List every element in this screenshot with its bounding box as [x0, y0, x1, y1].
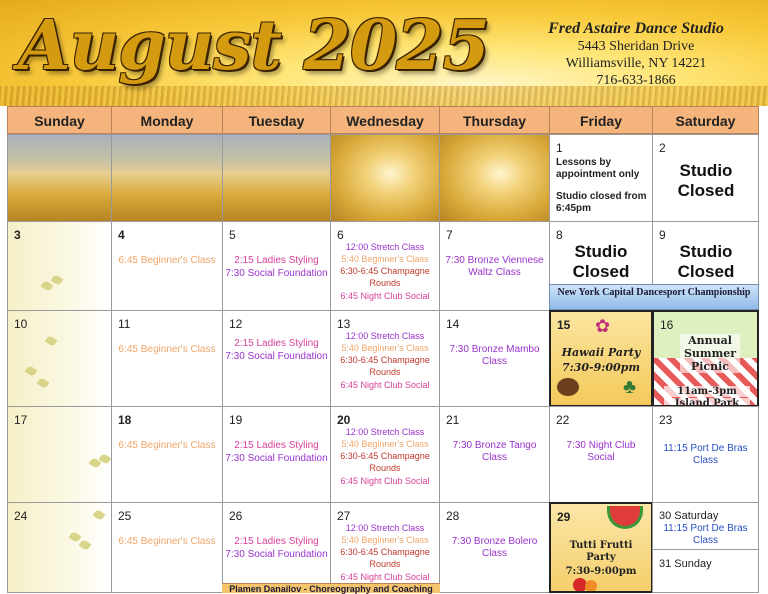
weekday-wednesday: Wednesday	[330, 106, 440, 134]
event-night-club-social[interactable]: 6:45 Night Club Social	[340, 380, 430, 390]
day-note: Studio closed from 6:45pm	[556, 191, 647, 214]
day-cell-22[interactable]	[549, 406, 653, 503]
party-location: Island Park	[664, 398, 750, 407]
day-cell-3[interactable]	[7, 221, 112, 311]
event-social-foundation[interactable]: 7:30 Social Foundation	[225, 549, 328, 560]
event-port-de-bras[interactable]: 11:15 Port De Bras Class	[663, 443, 748, 466]
day-cell-31[interactable]	[652, 549, 759, 593]
day-number: 15	[557, 318, 571, 332]
wheat-image	[7, 134, 112, 222]
event-night-club-social[interactable]: 7:30 Night Club Social	[566, 440, 636, 463]
event-port-de-bras[interactable]: 11:15 Port De Bras Class	[663, 523, 748, 546]
day-cell-26[interactable]	[222, 502, 331, 593]
event-beginners-class[interactable]: 6:45 Beginner's Class	[118, 255, 216, 266]
orange-icon	[585, 580, 597, 592]
studio-address-street: 5443 Sheridan Drive	[577, 39, 695, 54]
day-cell-10[interactable]	[7, 310, 112, 407]
event-ladies-styling[interactable]: 2:15 Ladies Styling	[234, 536, 319, 547]
day-number: 9	[659, 228, 666, 242]
day-number: 22	[556, 413, 570, 427]
event-bronze-viennese-waltz[interactable]: 7:30 Bronze Viennese Waltz Class	[445, 255, 544, 278]
wheat-image	[330, 134, 440, 222]
day-cell-28[interactable]	[439, 502, 550, 593]
wheat-image	[111, 134, 223, 222]
day-cell-27[interactable]	[330, 502, 440, 593]
event-beginners-class[interactable]: 5:40 Beginner's Class	[341, 439, 429, 449]
dancesport-championship-banner[interactable]: New York Capital Dancesport Championship	[549, 284, 759, 310]
day-number: 10	[14, 317, 28, 331]
event-social-foundation[interactable]: 7:30 Social Foundation	[225, 351, 328, 362]
studio-name: Fred Astaire Dance Studio	[548, 20, 724, 37]
day-number: 2	[659, 141, 666, 155]
day-number: 3	[14, 228, 21, 242]
studio-info	[530, 20, 742, 89]
day-number: 19	[229, 413, 243, 427]
wheat-image	[222, 134, 331, 222]
leaf-decoration	[79, 539, 92, 551]
day-number: 5	[229, 228, 236, 242]
day-cell-24[interactable]	[7, 502, 112, 593]
leaf-decoration	[93, 509, 106, 521]
palm-tree-icon: ♣	[623, 376, 637, 398]
weekday-friday: Friday	[549, 106, 653, 134]
event-ladies-styling[interactable]: 2:15 Ladies Styling	[234, 255, 319, 266]
day-cell-14[interactable]	[439, 310, 550, 407]
event-beginners-class[interactable]: 5:40 Beginner's Class	[341, 535, 429, 545]
leaf-decoration	[25, 365, 38, 377]
leaf-decoration	[45, 335, 58, 347]
event-champagne-rounds[interactable]: 6:30-6:45 Champagne Rounds	[340, 451, 430, 473]
day-cell-1[interactable]	[549, 134, 653, 222]
event-bronze-tango[interactable]: 7:30 Bronze Tango Class	[452, 440, 537, 463]
wheat-image	[439, 134, 550, 222]
day-number: 6	[337, 228, 344, 242]
day-cell-7[interactable]	[439, 221, 550, 311]
day-number: 12	[229, 317, 243, 331]
day-number: 23	[659, 413, 673, 427]
event-stretch-class[interactable]: 12:00 Stretch Class	[345, 242, 425, 252]
party-title: Hawaii Party	[561, 346, 641, 359]
event-night-club-social[interactable]: 6:45 Night Club Social	[340, 476, 430, 486]
studio-closed-label: Studio Closed	[677, 242, 735, 281]
day-cell-16[interactable]	[652, 310, 759, 407]
day-label: 30 Saturday	[659, 510, 719, 522]
event-night-club-social[interactable]: 6:45 Night Club Social	[340, 572, 430, 582]
day-number: 25	[118, 509, 132, 523]
day-number: 14	[446, 317, 460, 331]
day-note: Lessons by appointment only	[556, 157, 640, 180]
event-ladies-styling[interactable]: 2:15 Ladies Styling	[234, 440, 319, 451]
day-cell-20[interactable]	[330, 406, 440, 503]
studio-closed-label: Studio Closed	[677, 161, 735, 200]
day-cell-23[interactable]	[652, 406, 759, 503]
event-beginners-class[interactable]: 6:45 Beginner's Class	[118, 440, 216, 451]
event-champagne-rounds[interactable]: 6:30-6:45 Champagne Rounds	[340, 355, 430, 377]
hibiscus-icon: ✿	[595, 316, 611, 336]
day-cell-25[interactable]	[111, 502, 223, 593]
day-number: 16	[660, 318, 674, 332]
day-number: 20	[337, 413, 351, 427]
event-night-club-social[interactable]: 6:45 Night Club Social	[340, 291, 430, 301]
leaf-decoration	[37, 377, 50, 389]
weekday-sunday: Sunday	[7, 106, 112, 134]
day-number: 27	[337, 509, 351, 523]
event-beginners-class[interactable]: 6:45 Beginner's Class	[118, 536, 216, 547]
day-number: 21	[446, 413, 460, 427]
day-number: 18	[118, 413, 132, 427]
event-bronze-bolero[interactable]: 7:30 Bronze Bolero Class	[451, 536, 538, 559]
day-number: 13	[337, 317, 351, 331]
day-number: 24	[14, 509, 28, 523]
event-social-foundation[interactable]: 7:30 Social Foundation	[225, 453, 328, 464]
day-cell-2[interactable]	[652, 134, 759, 222]
event-stretch-class[interactable]: 12:00 Stretch Class	[345, 523, 425, 533]
day-number: 1	[556, 141, 563, 155]
wheat-field-decoration	[0, 86, 768, 106]
day-label: 31 Sunday	[659, 558, 712, 570]
day-number: 29	[557, 510, 571, 524]
day-cell-18[interactable]	[111, 406, 223, 503]
day-number: 7	[446, 228, 453, 242]
day-number: 4	[118, 228, 125, 242]
day-number: 8	[556, 228, 563, 242]
day-number: 26	[229, 509, 243, 523]
party-time: 11am-3pm	[664, 386, 750, 397]
day-cell-5[interactable]	[222, 221, 331, 311]
day-cell-30[interactable]	[652, 502, 759, 550]
day-cell-13[interactable]	[330, 310, 440, 407]
event-beginners-class[interactable]: 5:40 Beginner's Class	[341, 343, 429, 353]
event-stretch-class[interactable]: 12:00 Stretch Class	[345, 427, 425, 437]
event-beginners-class[interactable]: 6:45 Beginner's Class	[118, 344, 216, 355]
event-ladies-styling[interactable]: 2:15 Ladies Styling	[234, 338, 319, 349]
event-champagne-rounds[interactable]: 6:30-6:45 Champagne Rounds	[340, 266, 430, 288]
event-champagne-rounds[interactable]: 6:30-6:45 Champagne Rounds	[340, 547, 430, 569]
party-title: Tutti Frutti Party	[569, 540, 633, 563]
day-cell-21[interactable]	[439, 406, 550, 503]
day-number: 28	[446, 509, 460, 523]
day-cell-15[interactable]	[549, 310, 653, 407]
event-stretch-class[interactable]: 12:00 Stretch Class	[345, 331, 425, 341]
studio-closed-label: Studio Closed	[572, 242, 630, 281]
day-cell-4[interactable]	[111, 221, 223, 311]
watermelon-icon	[607, 506, 643, 529]
party-time: 7:30-9:00pm	[562, 361, 640, 374]
day-cell-6[interactable]	[330, 221, 440, 311]
studio-address-city: Williamsville, NY 14221	[565, 56, 707, 71]
party-time: 7:30-9:00pm	[565, 566, 637, 577]
weekday-monday: Monday	[111, 106, 223, 134]
day-cell-19[interactable]	[222, 406, 331, 503]
day-cell-29[interactable]	[549, 502, 653, 593]
event-bronze-mambo[interactable]: 7:30 Bronze Mambo Class	[449, 344, 540, 367]
day-cell-11[interactable]	[111, 310, 223, 407]
weekday-saturday: Saturday	[652, 106, 759, 134]
day-number: 17	[14, 413, 28, 427]
coconut-icon	[557, 378, 579, 396]
event-social-foundation[interactable]: 7:30 Social Foundation	[225, 268, 328, 279]
weekday-thursday: Thursday	[439, 106, 550, 134]
day-cell-17[interactable]	[7, 406, 112, 503]
month-title: August 2025	[18, 6, 489, 86]
coaching-banner[interactable]: Plamen Danailov - Choreography and Coaching	[222, 583, 440, 593]
day-number: 11	[118, 317, 131, 331]
studio-phone: 716-633-1866	[596, 73, 676, 88]
event-beginners-class[interactable]: 5:40 Beginner's Class	[341, 254, 429, 264]
leaf-decoration	[69, 531, 82, 543]
day-cell-12[interactable]	[222, 310, 331, 407]
party-title: Annual Summer Picnic	[680, 334, 740, 373]
weekday-tuesday: Tuesday	[222, 106, 331, 134]
